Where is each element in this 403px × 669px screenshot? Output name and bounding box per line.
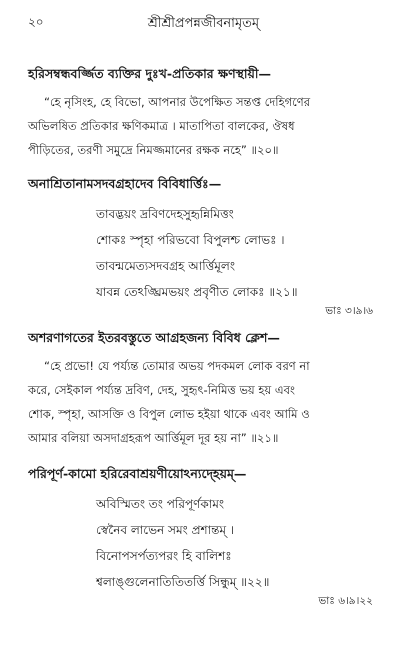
prose-line: করে, সেইকাল পর্য্যন্ত দ্রবিণ, দেহ, সুহৃৎ-নিমিত্ত ভয় হয় এবং [28, 383, 295, 397]
prose-line: পীড়িতের, তরণী সমুদ্রে নিমজ্জমানের রক্ষক নহে” ॥২০॥ [28, 143, 279, 157]
page-header [28, 14, 379, 32]
section-heading: অশরণাগতের ইতরবস্তুতে আগ্রহজন্য বিবিধ ক্লেশ— [28, 330, 280, 345]
section-heading: হরিসম্বন্ধবর্জ্জিত ব্যক্তির দুঃখ-প্রতিকার ক্ষণস্থায়ী— [28, 66, 271, 81]
verse-reference: ভাঃ ৩।৯।৬ [325, 305, 373, 317]
verse-line: স্বেনৈব লাভেন সমং প্রশান্তম্‌ । [96, 523, 235, 537]
prose-line: “হে প্রভো! যে পর্য্যন্ত তোমার অভয় পদকমল লোক বরণ না [44, 359, 310, 373]
prose-line: শোক, স্পৃহা, আসক্তি ও বিপুল লোভ হইয়া থাকে এবং আমি ও [28, 407, 310, 421]
verse-line: বিনোপসর্পত্যপরং হি বালিশঃ [96, 549, 232, 563]
verse-line: তাবন্মমেত্যসদবগ্রহ আর্ত্তিমূলং [96, 259, 236, 273]
verse-line: শ্বলাঙ্গুলেনাতিতিতর্ত্তি সিন্ধুম্‌ ॥২২॥ [96, 575, 270, 589]
verse-line: যাবন্ন তেঽঙ্ঘ্রিমভয়ং প্রবৃণীত লোকঃ ॥২১॥ [96, 285, 298, 299]
page-number: ২০ [28, 15, 44, 29]
running-title: শ্রীশ্রীপ্রপন্নজীবনামৃতম্‌ [147, 16, 260, 31]
section-heading: অনাশ্রিতানামসদবগ্রহাদেব বিবিধার্ত্তিঃ— [28, 176, 222, 191]
verse-line: তাবদ্ভয়ং দ্রবিণদেহসুহৃন্নিমিত্তং [96, 207, 234, 221]
section-heading: পরিপূর্ণ-কামো হরিরেবাশ্রয়ণীয়োঽন্যদ্হেয়ম্‌— [28, 466, 247, 481]
verse-line: অবিস্মিতং তং পরিপূর্ণকামং [96, 497, 225, 511]
prose-line: আমার বলিয়া অসদাগ্রহরূপ আর্ত্তিমূল দূর হয় না” ॥২১॥ [28, 431, 279, 445]
verse-line: শোকঃ স্পৃহা পরিভবো বিপুলশ্চ লোভঃ । [96, 233, 285, 247]
prose-line: “হে নৃসিংহ, হে বিভো, আপনার উপেক্ষিত সন্তপ্ত দেহিগণের [44, 95, 311, 109]
prose-line: অভিলষিত প্রতিকার ক্ষণিকমাত্র । মাতাপিতা বালকের, ঔষধ [28, 119, 295, 133]
verse-reference: ভাঃ ৬।৯।২২ [318, 595, 373, 607]
